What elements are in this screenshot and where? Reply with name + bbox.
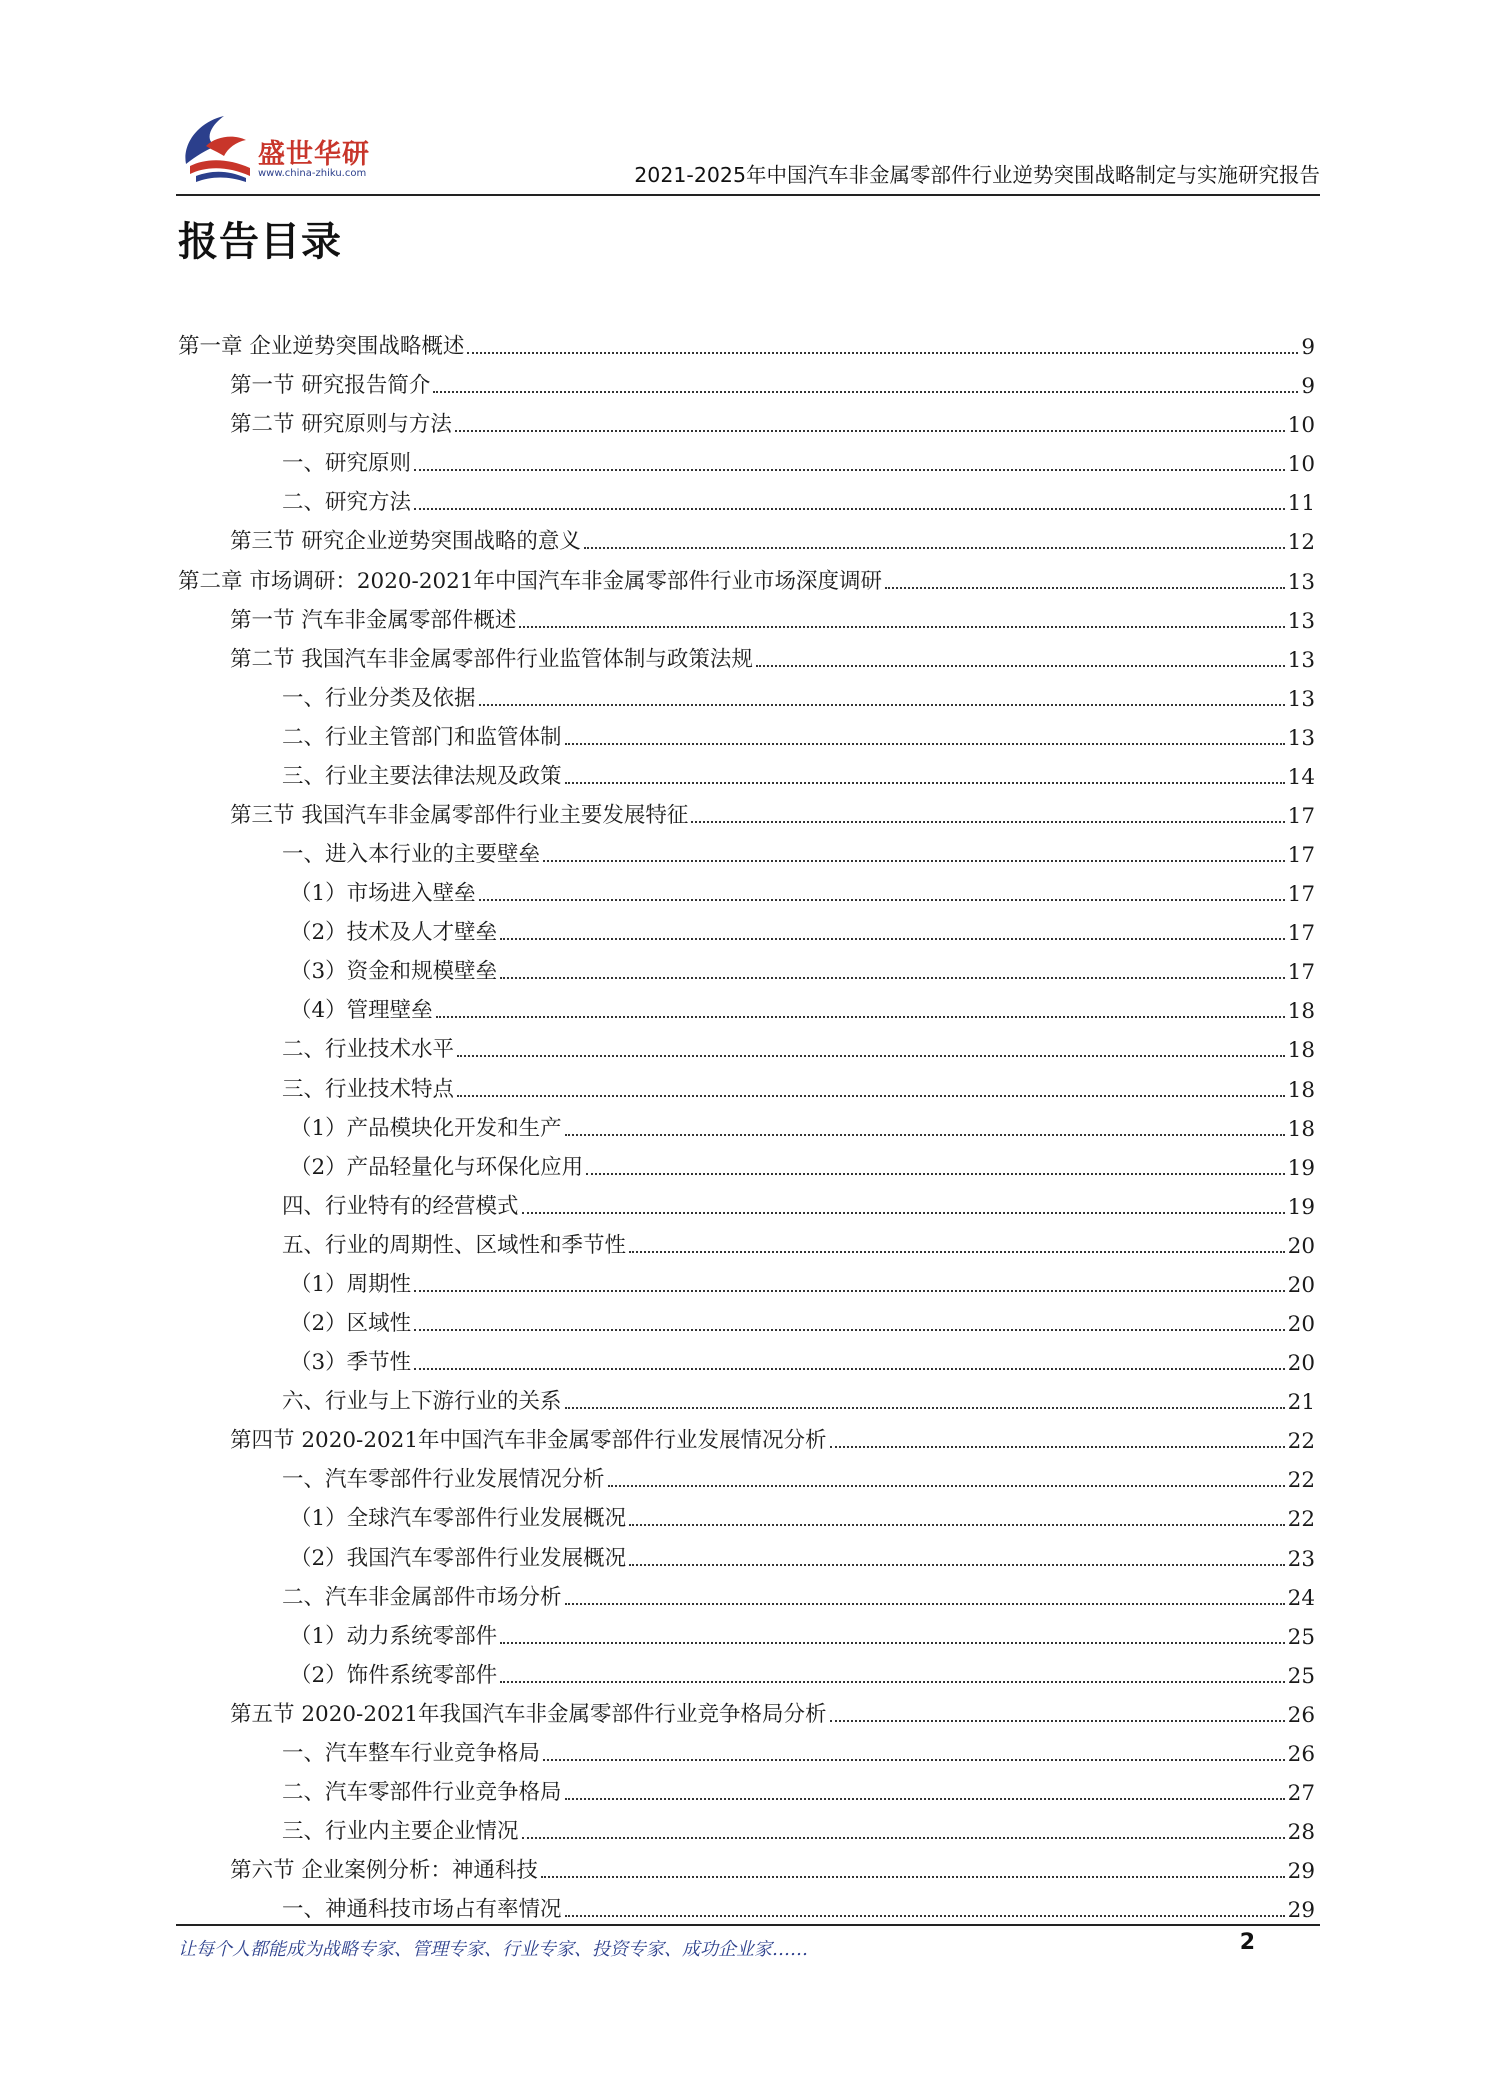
toc-entry-page: 22 [1287,1468,1315,1494]
toc-entry-page: 27 [1287,1780,1315,1806]
toc-entry[interactable] [178,1536,1315,1575]
toc-entry[interactable] [178,989,1315,1028]
footer-slogan: 让每个人都能成为战略专家、管理专家、行业专家、投资专家、成功企业家…… [178,1939,808,1960]
toc-entry-page: 20 [1287,1233,1315,1259]
toc-dot-leader [519,626,1284,628]
logo-name: 盛世华研 [258,139,370,170]
toc-entry-page: 18 [1287,1077,1315,1103]
toc-entry[interactable] [178,1380,1315,1419]
toc-entry-page: 17 [1287,960,1315,986]
toc-entry-title: 第五节 2020-2021年我国汽车非金属零部件行业竞争格局分析 [230,1701,827,1727]
toc-entry-title: 第一节 汽车非金属零部件概述 [230,607,517,633]
toc-entry[interactable] [178,1224,1315,1263]
toc-entry-title: （1）周期性 [290,1271,412,1297]
toc-entry[interactable] [178,442,1315,481]
toc-entry-title: （2）我国汽车零部件行业发展概况 [290,1545,627,1571]
toc-entry-page: 20 [1287,1312,1315,1338]
toc-entry[interactable] [178,1849,1315,1888]
toc-entry-page: 13 [1287,647,1315,673]
toc-entry-title: 二、研究方法 [282,490,412,516]
toc-entry-title: 二、汽车零部件行业竞争格局 [282,1779,562,1805]
toc-entry[interactable] [178,1107,1315,1146]
toc-entry[interactable] [178,638,1315,677]
toc-entry[interactable] [178,481,1315,520]
toc-entry[interactable] [178,1615,1315,1654]
toc-entry[interactable] [178,1067,1315,1106]
toc-entry-page: 13 [1287,608,1315,634]
toc-entry-title: 三、行业主要法律法规及政策 [282,763,562,789]
toc-entry-page: 13 [1287,569,1315,595]
toc-entry[interactable] [178,911,1315,950]
toc-dot-leader [830,1446,1285,1448]
toc-entry[interactable] [178,1263,1315,1302]
toc-entry-page: 13 [1287,725,1315,751]
toc-entry-title: （1）市场进入壁垒 [290,881,476,907]
toc-entry[interactable] [178,1028,1315,1067]
toc-entry-title: （2）产品轻量化与环保化应用 [290,1154,584,1180]
toc-dot-leader [500,1642,1284,1644]
toc-dot-leader [414,1290,1284,1292]
toc-entry-title: 三、行业技术特点 [282,1076,455,1102]
toc-entry-page: 29 [1287,1898,1315,1924]
toc-entry-page: 24 [1287,1585,1315,1611]
toc-dot-leader [455,430,1285,432]
toc-entry[interactable] [178,1810,1315,1849]
toc-dot-leader [541,1876,1285,1878]
toc-entry-title: 五、行业的周期性、区域性和季节性 [282,1232,627,1258]
page-number: 2 [1239,1930,1255,1955]
toc-entry[interactable] [178,1302,1315,1341]
toc-entry-title: （1）动力系统零部件 [290,1623,498,1649]
toc-entry[interactable] [178,1341,1315,1380]
toc-entry-title: （2）技术及人才壁垒 [290,920,498,946]
company-logo [176,106,376,190]
toc-entry-title: 第二节 我国汽车非金属零部件行业监管体制与政策法规 [230,646,753,672]
toc-entry-title: 三、行业内主要企业情况 [282,1819,519,1845]
toc-entry[interactable] [178,403,1315,442]
toc-entry-page: 19 [1287,1155,1315,1181]
toc-entry-page: 14 [1287,764,1315,790]
toc-entry-page: 17 [1287,882,1315,908]
toc-entry-page: 10 [1287,413,1315,439]
toc-entry-title: 一、行业分类及依据 [282,685,476,711]
toc-entry-page: 19 [1287,1194,1315,1220]
toc-entry-page: 28 [1287,1820,1315,1846]
toc-entry-title: 一、神通科技市场占有率情况 [282,1897,562,1923]
toc-entry-title: （4）管理壁垒 [290,998,433,1024]
toc-dot-leader [629,1564,1284,1566]
toc-entry-page: 17 [1287,921,1315,947]
toc-dot-leader [479,704,1285,706]
toc-dot-leader [414,508,1285,510]
toc-entry[interactable] [178,1497,1315,1536]
toc-entry-title: 第四节 2020-2021年中国汽车非金属零部件行业发展情况分析 [230,1428,827,1454]
logo-url: www.china-zhiku.com [258,168,367,179]
toc-dot-leader [629,1524,1284,1526]
toc-entry[interactable] [178,364,1315,403]
toc-entry-title: 二、汽车非金属部件市场分析 [282,1584,562,1610]
toc-entry-page: 17 [1287,804,1315,830]
toc-entry-title: 第二章 市场调研：2020-2021年中国汽车非金属零部件行业市场深度调研 [178,568,883,594]
toc-entry[interactable] [178,1419,1315,1458]
toc-entry-page: 9 [1301,335,1315,361]
toc-entry[interactable] [178,1771,1315,1810]
toc-dot-leader [457,1095,1285,1097]
toc-entry[interactable] [178,599,1315,638]
toc-dot-leader [436,1016,1285,1018]
toc-entry[interactable] [178,755,1315,794]
toc-entry-title: 第一章 企业逆势突围战略概述 [178,334,465,360]
toc-dot-leader [565,1915,1285,1917]
toc-entry-page: 25 [1287,1624,1315,1650]
toc-entry-title: 一、研究原则 [282,451,412,477]
toc-dot-leader [500,977,1284,979]
toc-entry[interactable] [178,559,1315,598]
report-title: 2021-2025年中国汽车非金属零部件行业逆势突围战略制定与实施研究报告 [634,163,1320,187]
toc-dot-leader [565,743,1285,745]
toc-entry-page: 18 [1287,999,1315,1025]
toc-dot-leader [885,587,1285,589]
toc-dot-leader [586,1173,1284,1175]
toc-dot-leader [433,391,1298,393]
toc-entry[interactable] [178,1146,1315,1185]
footer-divider [176,1924,1320,1926]
toc-entry[interactable] [178,1693,1315,1732]
toc-entry-title: 第六节 企业案例分析：神通科技 [230,1858,538,1884]
page-title: 报告目录 [178,219,342,265]
toc-entry[interactable] [178,1458,1315,1497]
toc-entry-title: 二、行业技术水平 [282,1037,455,1063]
toc-dot-leader [565,1407,1285,1409]
toc-entry-title: 一、进入本行业的主要壁垒 [282,842,541,868]
toc-entry-page: 25 [1287,1663,1315,1689]
toc-entry-page: 22 [1287,1507,1315,1533]
toc-dot-leader [629,1251,1285,1253]
toc-entry-title: （1）全球汽车零部件行业发展概况 [290,1506,627,1532]
toc-dot-leader [691,821,1284,823]
toc-entry-title: （3）资金和规模壁垒 [290,959,498,985]
toc-entry-page: 22 [1287,1429,1315,1455]
toc-entry-page: 10 [1287,452,1315,478]
toc-dot-leader [543,860,1285,862]
toc-entry-title: 第三节 研究企业逆势突围战略的意义 [230,529,581,555]
toc-dot-leader [522,1837,1285,1839]
toc-entry[interactable] [178,950,1315,989]
toc-dot-leader [414,1368,1284,1370]
toc-entry-page: 21 [1287,1390,1315,1416]
logo-emblem-icon [176,106,262,190]
toc-entry-title: 第一节 研究报告简介 [230,373,431,399]
toc-entry[interactable] [178,1654,1315,1693]
toc-dot-leader [830,1720,1285,1722]
toc-dot-leader [414,469,1285,471]
toc-entry-page: 17 [1287,843,1315,869]
toc-entry[interactable] [178,1185,1315,1224]
toc-entry-page: 13 [1287,686,1315,712]
toc-dot-leader [414,1329,1284,1331]
toc-entry-title: 二、行业主管部门和监管体制 [282,724,562,750]
toc-entry-title: 第二节 研究原则与方法 [230,412,452,438]
toc-entry[interactable] [178,716,1315,755]
toc-entry-page: 23 [1287,1546,1315,1572]
header-divider [176,194,1320,196]
toc-entry-page: 29 [1287,1859,1315,1885]
toc-entry[interactable] [178,677,1315,716]
toc-dot-leader [756,665,1285,667]
toc-entry[interactable] [178,872,1315,911]
toc-entry-title: （3）季节性 [290,1350,412,1376]
toc-entry-title: 四、行业特有的经营模式 [282,1193,519,1219]
toc-dot-leader [467,352,1298,354]
toc-entry[interactable] [178,1732,1315,1771]
toc-entry-page: 12 [1287,530,1315,556]
toc-dot-leader [565,1603,1285,1605]
toc-entry-page: 20 [1287,1272,1315,1298]
toc-entry[interactable] [178,1888,1315,1927]
toc-entry[interactable] [178,325,1315,364]
toc-entry-page: 26 [1287,1741,1315,1767]
toc-dot-leader [457,1055,1285,1057]
toc-entry-title: （2）饰件系统零部件 [290,1662,498,1688]
toc-dot-leader [500,938,1284,940]
toc-dot-leader [584,547,1285,549]
toc-dot-leader [479,899,1285,901]
page-header [176,98,1320,194]
toc-entry[interactable] [178,833,1315,872]
table-of-contents [178,325,1315,1927]
toc-entry-page: 11 [1287,491,1315,517]
toc-entry-title: 一、汽车整车行业竞争格局 [282,1740,541,1766]
toc-entry-title: （1）产品模块化开发和生产 [290,1115,562,1141]
toc-dot-leader [565,782,1285,784]
toc-entry-page: 18 [1287,1116,1315,1142]
toc-dot-leader [565,1134,1285,1136]
toc-entry-title: 第三节 我国汽车非金属零部件行业主要发展特征 [230,803,689,829]
toc-entry-title: 六、行业与上下游行业的关系 [282,1389,562,1415]
toc-entry-title: 一、汽车零部件行业发展情况分析 [282,1467,605,1493]
toc-dot-leader [543,1759,1285,1761]
toc-entry-page: 9 [1301,374,1315,400]
toc-entry[interactable] [178,794,1315,833]
toc-dot-leader [500,1681,1284,1683]
toc-entry[interactable] [178,520,1315,559]
toc-entry-page: 20 [1287,1351,1315,1377]
toc-dot-leader [522,1212,1285,1214]
toc-dot-leader [608,1485,1285,1487]
toc-entry-page: 26 [1287,1702,1315,1728]
toc-entry-title: （2）区域性 [290,1311,412,1337]
toc-entry-page: 18 [1287,1038,1315,1064]
toc-dot-leader [565,1798,1285,1800]
toc-entry[interactable] [178,1576,1315,1615]
